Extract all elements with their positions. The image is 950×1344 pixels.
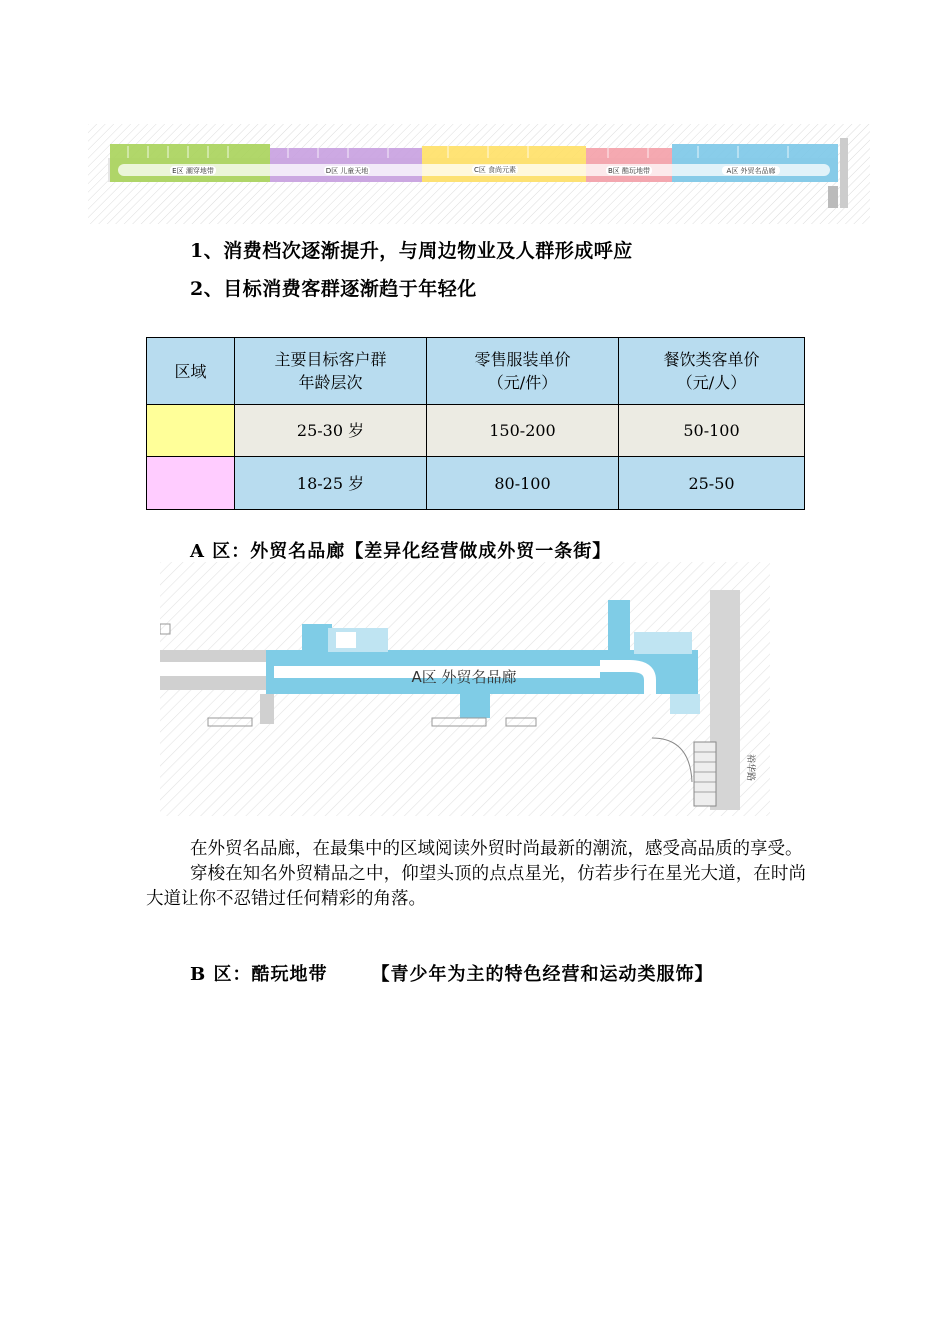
zone-b-title-right: 【青少年为主的特色经营和运动类服饰】	[371, 964, 714, 985]
zone-a-description	[146, 837, 806, 912]
food-cell: 25-50	[619, 457, 805, 510]
table-row	[147, 405, 805, 457]
table-row	[147, 457, 805, 510]
header-retail-price	[427, 338, 619, 405]
header-target-group	[235, 338, 427, 405]
header-target-group-line1: 主要目标客户群	[274, 350, 387, 369]
age-cell: 25-30 岁	[235, 405, 427, 457]
header-zone: 区域	[147, 338, 235, 405]
zone-b-label: B区 酷玩地带	[607, 167, 651, 175]
road-label: 裕华路	[745, 754, 755, 782]
zone-c-label: C区 食尚元素	[473, 166, 517, 174]
paragraph: 穿梭在知名外贸精品之中，仰望头顶的点点星光，仿若步行在星光大道，在时尚大道让你不忍错过任何精彩的角落。	[146, 864, 806, 909]
header-food-price-line1: 餐饮类客单价	[663, 350, 760, 369]
age-cell: 18-25 岁	[235, 457, 427, 510]
table-header-row	[147, 338, 805, 405]
zone-d-label: D区 儿童天地	[325, 167, 369, 175]
zone-a-title: A 区：外贸名品廊【差异化经营做成外贸一条街】	[190, 541, 612, 562]
point-1: 1、消费档次逐渐提升，与周边物业及人群形成呼应	[190, 240, 633, 262]
food-cell: 50-100	[619, 405, 805, 457]
retail-cell: 80-100	[427, 457, 619, 510]
zone-b-title-left: B 区：酷玩地带	[190, 964, 328, 985]
header-food-price	[619, 338, 805, 405]
zone-swatch-yellow	[147, 405, 235, 457]
header-retail-price-line1: 零售服装单价	[474, 350, 571, 369]
header-target-group-line2: 年龄层次	[298, 373, 363, 392]
header-retail-price-line2: （元/件）	[487, 373, 558, 392]
overview-map	[88, 124, 870, 224]
retail-cell: 150-200	[427, 405, 619, 457]
point-2: 2、目标消费客群逐渐趋于年轻化	[190, 278, 477, 300]
zone-e-label: E区 潮穿地带	[172, 167, 214, 175]
zone-swatch-pink	[147, 457, 235, 510]
consumer-table	[146, 337, 805, 510]
zone-e-strip	[110, 144, 270, 182]
paragraph: 在外贸名品廊，在最集中的区域阅读外贸时尚最新的潮流，感受高品质的享受。	[190, 839, 803, 859]
zone-a-label: A区 外贸名品廊	[726, 167, 776, 175]
zone-a-floor-plan	[160, 562, 770, 816]
zone-a-plan-label: A区 外贸名品廊	[411, 668, 517, 686]
zone-a-strip	[672, 144, 838, 182]
header-food-price-line2: （元/人）	[676, 373, 747, 392]
zone-b-title	[190, 960, 713, 986]
